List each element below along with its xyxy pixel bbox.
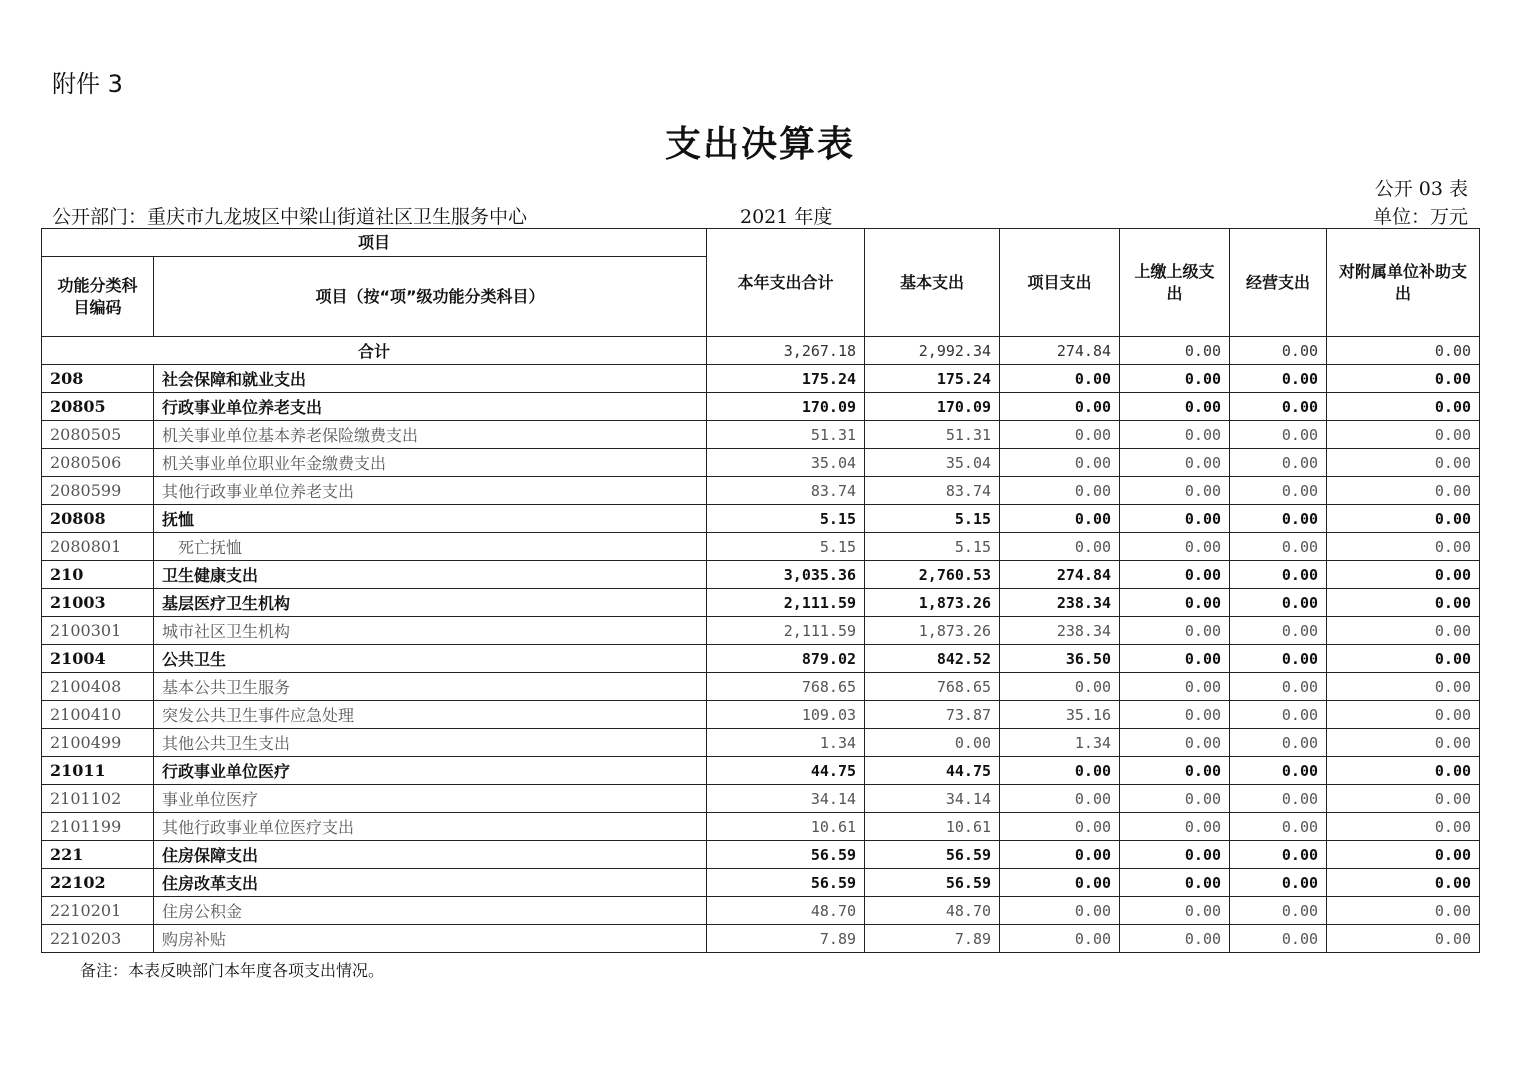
cell-basic: 51.31	[865, 421, 1000, 449]
cell-upper: 0.00	[1120, 701, 1230, 729]
fiscal-year: 2021 年度	[740, 206, 833, 228]
table-row	[42, 645, 1480, 673]
cell-name: 行政事业单位医疗	[154, 757, 707, 785]
cell-upper: 0.00	[1120, 505, 1230, 533]
cell-name: 基本公共卫生服务	[154, 673, 707, 701]
cell-name: 其他行政事业单位养老支出	[154, 477, 707, 505]
cell-upper: 0.00	[1120, 925, 1230, 953]
cell-upper: 0.00	[1120, 533, 1230, 561]
cell-project: 0.00	[1000, 421, 1120, 449]
cell-code: 2080505	[42, 421, 154, 449]
cell-total: 170.09	[707, 393, 865, 421]
cell-basic: 768.65	[865, 673, 1000, 701]
cell-project: 238.34	[1000, 589, 1120, 617]
table-row	[42, 813, 1480, 841]
cell-subsidy: 0.00	[1327, 729, 1480, 757]
cell-business: 0.00	[1230, 617, 1327, 645]
cell-subsidy: 0.00	[1327, 925, 1480, 953]
cell-basic: 5.15	[865, 505, 1000, 533]
cell-name: 城市社区卫生机构	[154, 617, 707, 645]
table-row	[42, 841, 1480, 869]
table-row	[42, 533, 1480, 561]
cell-business: 0.00	[1230, 729, 1327, 757]
cell-name: 机关事业单位基本养老保险缴费支出	[154, 421, 707, 449]
cell-business: 0.00	[1230, 561, 1327, 589]
cell-subsidy: 0.00	[1327, 533, 1480, 561]
cell-total: 109.03	[707, 701, 865, 729]
cell-upper: 0.00	[1120, 589, 1230, 617]
cell-subsidy: 0.00	[1327, 869, 1480, 897]
cell-name: 事业单位医疗	[154, 785, 707, 813]
cell-basic: 2,760.53	[865, 561, 1000, 589]
cell-name: 行政事业单位养老支出	[154, 393, 707, 421]
cell-total: 5.15	[707, 533, 865, 561]
cell-upper: 0.00	[1120, 813, 1230, 841]
header-business: 经营支出	[1230, 229, 1327, 337]
cell-total: 48.70	[707, 897, 865, 925]
cell-code: 2100499	[42, 729, 154, 757]
table-row	[42, 897, 1480, 925]
cell-basic: 73.87	[865, 701, 1000, 729]
cell-upper: 0.00	[1120, 757, 1230, 785]
cell-business: 0.00	[1230, 925, 1327, 953]
cell-business: 0.00	[1230, 757, 1327, 785]
cell-name: 其他行政事业单位医疗支出	[154, 813, 707, 841]
cell-basic: 1,873.26	[865, 589, 1000, 617]
cell-business: 0.00	[1230, 841, 1327, 869]
cell-code: 2080599	[42, 477, 154, 505]
cell-subsidy: 0.00	[1327, 645, 1480, 673]
department-label: 公开部门：重庆市九龙坡区中梁山街道社区卫生服务中心	[52, 206, 528, 228]
cell-name: 住房公积金	[154, 897, 707, 925]
cell-subsidy: 0.00	[1327, 617, 1480, 645]
cell-name: 购房补贴	[154, 925, 707, 953]
total-row	[42, 337, 1480, 365]
cell-business: 0.00	[1230, 393, 1327, 421]
cell-total: 768.65	[707, 673, 865, 701]
cell-business: 0.00	[1230, 813, 1327, 841]
table-row	[42, 757, 1480, 785]
cell-upper: 0.00	[1120, 421, 1230, 449]
table-row	[42, 365, 1480, 393]
table-row	[42, 729, 1480, 757]
total-cell-total: 3,267.18	[707, 337, 865, 365]
cell-business: 0.00	[1230, 505, 1327, 533]
cell-name: 突发公共卫生事件应急处理	[154, 701, 707, 729]
cell-business: 0.00	[1230, 673, 1327, 701]
cell-name: 卫生健康支出	[154, 561, 707, 589]
header-subsidy: 对附属单位补助支出	[1327, 229, 1480, 337]
cell-upper: 0.00	[1120, 365, 1230, 393]
cell-code: 2100408	[42, 673, 154, 701]
cell-subsidy: 0.00	[1327, 785, 1480, 813]
cell-project: 36.50	[1000, 645, 1120, 673]
cell-total: 2,111.59	[707, 589, 865, 617]
table-row	[42, 589, 1480, 617]
cell-name: 社会保障和就业支出	[154, 365, 707, 393]
total-cell-subsidy: 0.00	[1327, 337, 1480, 365]
cell-subsidy: 0.00	[1327, 365, 1480, 393]
cell-total: 56.59	[707, 841, 865, 869]
form-number: 公开 03 表	[1374, 178, 1468, 200]
cell-project: 0.00	[1000, 449, 1120, 477]
footnote: 备注：本表反映部门本年度各项支出情况。	[80, 961, 385, 980]
cell-project: 238.34	[1000, 617, 1120, 645]
cell-business: 0.00	[1230, 449, 1327, 477]
cell-project: 274.84	[1000, 561, 1120, 589]
cell-total: 5.15	[707, 505, 865, 533]
cell-project: 0.00	[1000, 785, 1120, 813]
cell-total: 879.02	[707, 645, 865, 673]
cell-basic: 44.75	[865, 757, 1000, 785]
cell-upper: 0.00	[1120, 869, 1230, 897]
cell-code: 2101102	[42, 785, 154, 813]
cell-business: 0.00	[1230, 645, 1327, 673]
total-cell-upper: 0.00	[1120, 337, 1230, 365]
cell-basic: 56.59	[865, 841, 1000, 869]
table-row	[42, 505, 1480, 533]
cell-basic: 7.89	[865, 925, 1000, 953]
cell-upper: 0.00	[1120, 897, 1230, 925]
cell-code: 221	[42, 841, 154, 869]
cell-total: 7.89	[707, 925, 865, 953]
cell-code: 2101199	[42, 813, 154, 841]
table-row	[42, 701, 1480, 729]
cell-basic: 83.74	[865, 477, 1000, 505]
cell-business: 0.00	[1230, 589, 1327, 617]
cell-upper: 0.00	[1120, 673, 1230, 701]
cell-code: 20805	[42, 393, 154, 421]
cell-subsidy: 0.00	[1327, 757, 1480, 785]
table-row	[42, 673, 1480, 701]
cell-upper: 0.00	[1120, 729, 1230, 757]
cell-code: 208	[42, 365, 154, 393]
cell-name: 公共卫生	[154, 645, 707, 673]
cell-subsidy: 0.00	[1327, 421, 1480, 449]
cell-basic: 35.04	[865, 449, 1000, 477]
cell-basic: 56.59	[865, 869, 1000, 897]
header-code: 功能分类科目编码	[42, 257, 154, 337]
cell-subsidy: 0.00	[1327, 841, 1480, 869]
header-basic: 基本支出	[865, 229, 1000, 337]
table-row	[42, 925, 1480, 953]
cell-project: 0.00	[1000, 869, 1120, 897]
cell-code: 2080506	[42, 449, 154, 477]
cell-project: 1.34	[1000, 729, 1120, 757]
table-row	[42, 869, 1480, 897]
cell-code: 2080801	[42, 533, 154, 561]
cell-total: 35.04	[707, 449, 865, 477]
cell-project: 0.00	[1000, 505, 1120, 533]
cell-business: 0.00	[1230, 365, 1327, 393]
cell-name: 机关事业单位职业年金缴费支出	[154, 449, 707, 477]
cell-subsidy: 0.00	[1327, 589, 1480, 617]
cell-basic: 48.70	[865, 897, 1000, 925]
cell-business: 0.00	[1230, 421, 1327, 449]
cell-business: 0.00	[1230, 785, 1327, 813]
cell-code: 2210201	[42, 897, 154, 925]
cell-name: 基层医疗卫生机构	[154, 589, 707, 617]
table-row	[42, 785, 1480, 813]
cell-project: 0.00	[1000, 365, 1120, 393]
cell-name: 抚恤	[154, 505, 707, 533]
cell-project: 35.16	[1000, 701, 1120, 729]
table-row	[42, 617, 1480, 645]
cell-upper: 0.00	[1120, 393, 1230, 421]
cell-total: 34.14	[707, 785, 865, 813]
cell-code: 2210203	[42, 925, 154, 953]
cell-code: 210	[42, 561, 154, 589]
cell-basic: 34.14	[865, 785, 1000, 813]
total-cell-basic: 2,992.34	[865, 337, 1000, 365]
cell-code: 20808	[42, 505, 154, 533]
cell-total: 83.74	[707, 477, 865, 505]
cell-subsidy: 0.00	[1327, 701, 1480, 729]
header-total: 本年支出合计	[707, 229, 865, 337]
cell-project: 0.00	[1000, 757, 1120, 785]
cell-upper: 0.00	[1120, 645, 1230, 673]
cell-project: 0.00	[1000, 673, 1120, 701]
total-cell-business: 0.00	[1230, 337, 1327, 365]
cell-basic: 1,873.26	[865, 617, 1000, 645]
cell-upper: 0.00	[1120, 477, 1230, 505]
cell-subsidy: 0.00	[1327, 897, 1480, 925]
cell-basic: 175.24	[865, 365, 1000, 393]
cell-code: 21011	[42, 757, 154, 785]
cell-project: 0.00	[1000, 813, 1120, 841]
cell-basic: 842.52	[865, 645, 1000, 673]
cell-subsidy: 0.00	[1327, 477, 1480, 505]
cell-project: 0.00	[1000, 533, 1120, 561]
cell-project: 0.00	[1000, 393, 1120, 421]
cell-business: 0.00	[1230, 701, 1327, 729]
cell-code: 22102	[42, 869, 154, 897]
cell-name: 其他公共卫生支出	[154, 729, 707, 757]
header-upper: 上缴上级支出	[1120, 229, 1230, 337]
table-row	[42, 477, 1480, 505]
cell-name: 住房保障支出	[154, 841, 707, 869]
cell-code: 2100410	[42, 701, 154, 729]
cell-code: 21003	[42, 589, 154, 617]
cell-upper: 0.00	[1120, 785, 1230, 813]
total-cell-project: 274.84	[1000, 337, 1120, 365]
cell-upper: 0.00	[1120, 617, 1230, 645]
cell-subsidy: 0.00	[1327, 449, 1480, 477]
cell-subsidy: 0.00	[1327, 561, 1480, 589]
cell-upper: 0.00	[1120, 449, 1230, 477]
cell-basic: 170.09	[865, 393, 1000, 421]
cell-business: 0.00	[1230, 533, 1327, 561]
cell-subsidy: 0.00	[1327, 673, 1480, 701]
cell-total: 2,111.59	[707, 617, 865, 645]
cell-upper: 0.00	[1120, 841, 1230, 869]
cell-project: 0.00	[1000, 925, 1120, 953]
cell-total: 175.24	[707, 365, 865, 393]
cell-code: 21004	[42, 645, 154, 673]
header-project: 项目支出	[1000, 229, 1120, 337]
header-name: 项目（按“项”级功能分类科目）	[154, 257, 707, 337]
cell-name: 住房改革支出	[154, 869, 707, 897]
cell-total: 56.59	[707, 869, 865, 897]
cell-project: 0.00	[1000, 897, 1120, 925]
cell-business: 0.00	[1230, 897, 1327, 925]
cell-subsidy: 0.00	[1327, 505, 1480, 533]
cell-upper: 0.00	[1120, 561, 1230, 589]
cell-basic: 0.00	[865, 729, 1000, 757]
cell-total: 1.34	[707, 729, 865, 757]
table-row	[42, 421, 1480, 449]
cell-basic: 5.15	[865, 533, 1000, 561]
cell-project: 0.00	[1000, 841, 1120, 869]
table-row	[42, 449, 1480, 477]
page-title: 支出决算表	[664, 123, 855, 165]
table-row	[42, 561, 1480, 589]
cell-total: 10.61	[707, 813, 865, 841]
cell-total: 51.31	[707, 421, 865, 449]
table-row	[42, 393, 1480, 421]
unit-label: 单位：万元	[1372, 206, 1468, 228]
cell-code: 2100301	[42, 617, 154, 645]
cell-project: 0.00	[1000, 477, 1120, 505]
cell-business: 0.00	[1230, 477, 1327, 505]
cell-name: 死亡抚恤	[154, 533, 707, 561]
cell-business: 0.00	[1230, 869, 1327, 897]
header-item-group: 项目	[42, 229, 707, 257]
cell-subsidy: 0.00	[1327, 813, 1480, 841]
cell-total: 44.75	[707, 757, 865, 785]
cell-basic: 10.61	[865, 813, 1000, 841]
cell-total: 3,035.36	[707, 561, 865, 589]
attachment-label: 附件 3	[52, 70, 123, 98]
cell-subsidy: 0.00	[1327, 393, 1480, 421]
expenditure-table	[41, 228, 1480, 953]
total-label: 合计	[42, 337, 707, 365]
